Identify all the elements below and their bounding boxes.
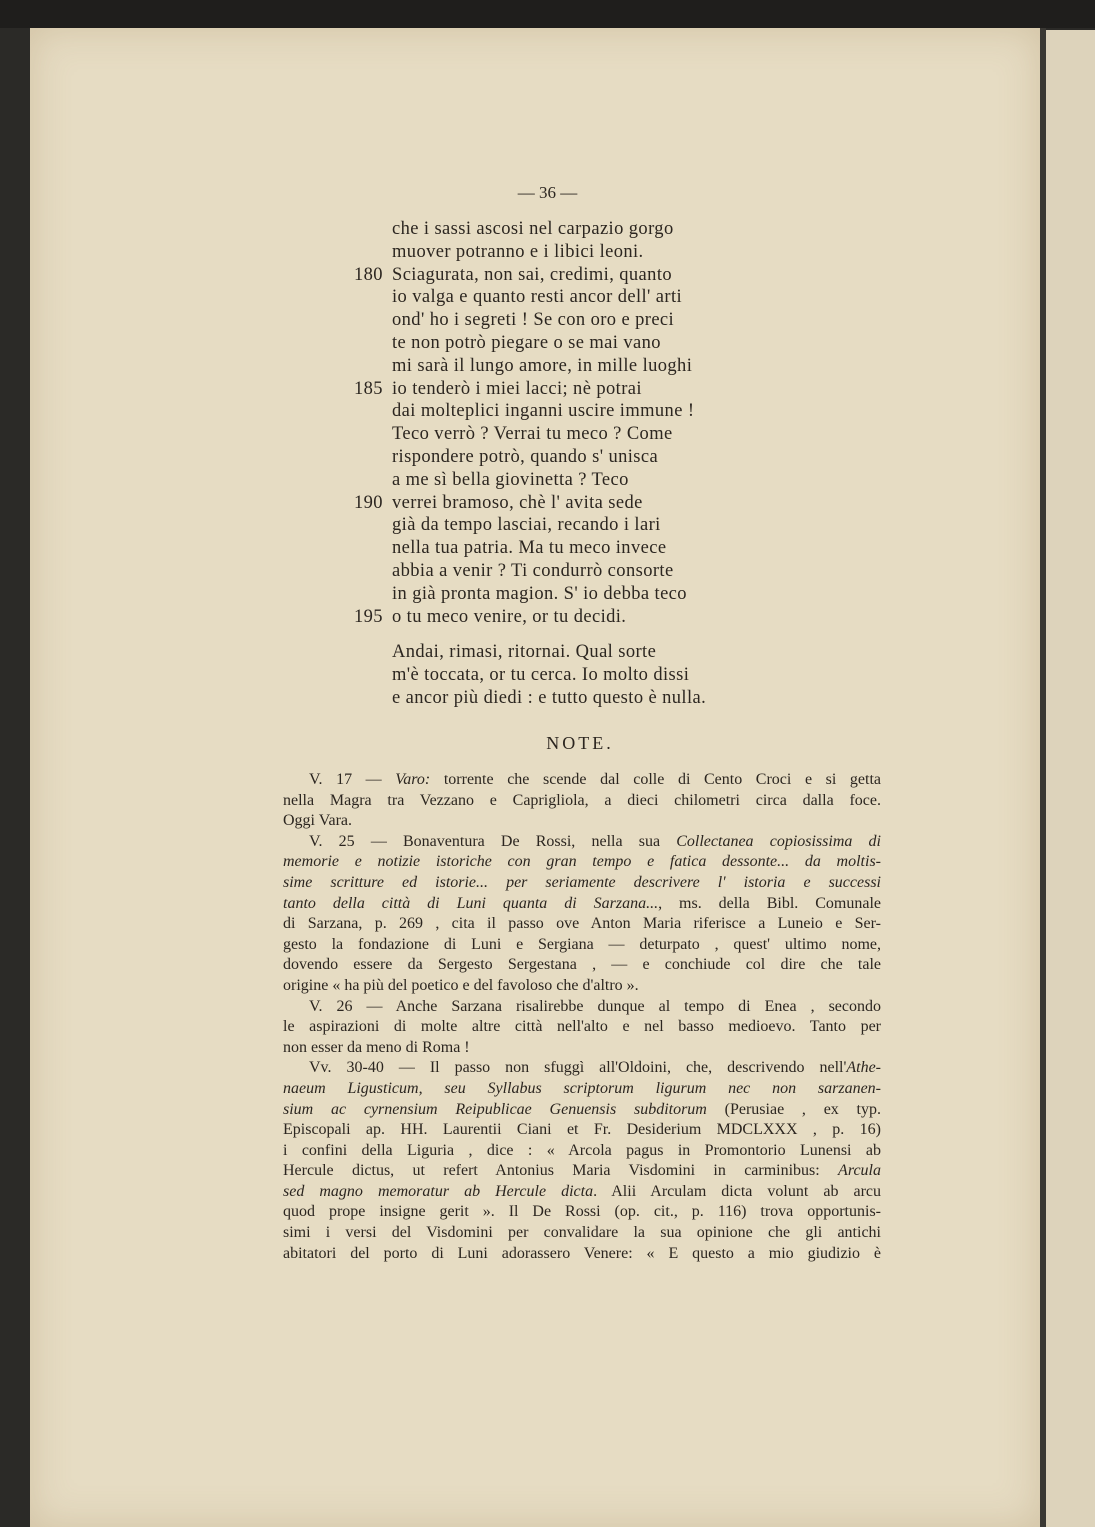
verse-line: [350, 286, 706, 309]
note-line: [283, 955, 881, 976]
note-text: V. 25 — Bonaventura De Rossi, nella sua: [309, 832, 677, 850]
note-line: [283, 1202, 881, 1223]
note-line: [283, 770, 881, 791]
note-text: quod prope insigne gerit ». Il De Rossi (op. cit., p. 116) trova opportunis-: [283, 1203, 881, 1221]
adjacent-page-edge: [1046, 30, 1095, 1527]
note-line: [283, 1223, 881, 1244]
verse-text: te non potrò piegare o se mai vano: [392, 332, 661, 353]
note-line: [283, 1038, 881, 1059]
note-line: [283, 1182, 881, 1203]
note-text: , ms. della Bibl. Comunale: [658, 894, 882, 912]
note-text: dovendo essere da Sergesto Sergestana , — e conchiude col dire che tale: [283, 956, 881, 974]
verse-line: [350, 687, 706, 710]
page-number: — 36 —: [517, 183, 578, 202]
note-italic-text: sed magno memoratur ab Hercule dicta: [283, 1182, 594, 1200]
note-italic-text: Arcula: [838, 1162, 881, 1180]
note-text: simi i versi del Visdomini per convalidare la sua opinione che gli antichi: [283, 1224, 881, 1242]
verse-line: [350, 378, 706, 401]
note-text: V. 26 — Anche Sarzana risalirebbe dunque al tempo di Enea , secondo: [309, 997, 881, 1015]
note-text: abitatori del porto di Luni adorassero Venere: « E questo a mio giudizio è: [283, 1244, 881, 1262]
verse-text: Teco verrò ? Verrai tu meco ? Come: [392, 424, 673, 445]
verse-text: muover potranno e i libici leoni.: [392, 241, 644, 262]
verse-text: io valga e quanto resti ancor dell' arti: [392, 287, 683, 308]
note-text: (Perusiae , ex typ.: [706, 1100, 882, 1118]
verse-text: ond' ho i segreti ! Se con oro e preci: [392, 310, 675, 331]
note-italic-text: sime scritture ed istorie... per seriamente descrivere l' istoria e successi: [283, 873, 881, 891]
note-line: [283, 935, 881, 956]
note-text: Oggi Vara.: [283, 812, 353, 830]
verse-text: a me sì bella giovinetta ? Teco: [392, 469, 629, 490]
poem-verses: [350, 218, 706, 710]
verse-line: [350, 537, 706, 560]
note-italic-text: Athe-: [846, 1059, 881, 1077]
note-italic-text: sium ac cyrnensium Reipublicae Genuensis subditorum: [283, 1100, 707, 1118]
note-text: di Sarzana, p. 269 , cita il passo ove Anton Maria riferisce a Luneio e Ser-: [283, 915, 881, 933]
verse-line: [350, 641, 706, 664]
verse-text: nella tua patria. Ma tu meco invece: [392, 538, 667, 559]
verse-text: dai molteplici inganni uscire immune !: [392, 401, 695, 422]
note-text: torrente che scende dal colle di Cento Croci e si getta: [430, 771, 881, 788]
notes-section: [283, 770, 881, 1264]
note-text: non esser da meno di Roma !: [283, 1038, 470, 1056]
verse-number: 185: [354, 378, 383, 399]
note-line: [283, 1244, 881, 1265]
verse-line: [350, 583, 706, 606]
stanza-gap: [350, 628, 706, 641]
note-line: [283, 1079, 881, 1100]
verse-line: [350, 241, 706, 264]
verse-text: Sciagurata, non sai, credimi, quanto: [392, 264, 673, 285]
verse-line: [350, 264, 706, 287]
verse-line: [350, 469, 706, 492]
note-line: [283, 894, 881, 915]
note-line: [283, 976, 881, 997]
verse-line: [350, 606, 706, 629]
note-line: [283, 997, 881, 1018]
note-italic-text: Collectanea copiosissima di: [676, 832, 881, 850]
verse-line: [350, 355, 706, 378]
verse-line: [350, 423, 706, 446]
verse-text: abbia a venir ? Ti condurrò consorte: [392, 560, 674, 581]
note-italic-text: naeum Ligusticum, seu Syllabus scriptorum ligurum nec non sarzanen-: [283, 1079, 881, 1097]
note-line: [283, 1017, 881, 1038]
note-text: Vv. 30-40 — Il passo non sfuggì all'Oldoini, che, descrivendo nell': [309, 1059, 847, 1077]
verse-line: [350, 309, 706, 332]
verse-text: mi sarà il lungo amore, in mille luoghi: [392, 355, 693, 376]
note-italic-text: Varo:: [395, 771, 431, 788]
verse-text: io tenderò i miei lacci; nè potrai: [392, 378, 642, 399]
verse-line: [350, 400, 706, 423]
note-line: [283, 1120, 881, 1141]
verse-text: che i sassi ascosi nel carpazio gorgo: [392, 219, 674, 239]
note-text: nella Magra tra Vezzano e Caprigliola, a dieci chilometri circa dalla foce.: [283, 791, 881, 809]
verse-text: Andai, rimasi, ritornai. Qual sorte: [392, 642, 657, 663]
note-line: [283, 1058, 881, 1079]
verse-line: [350, 446, 706, 469]
scan-background-top: [0, 0, 1095, 28]
note-line: [283, 873, 881, 894]
verse-line: [350, 332, 706, 355]
verse-line: [350, 218, 706, 241]
note-line: [283, 1100, 881, 1121]
verse-number: 195: [354, 606, 383, 627]
note-italic-text: tanto della città di Luni quanta di Sarzana...: [283, 894, 659, 912]
note-text: V. 17 —: [309, 771, 396, 788]
verse-text: e ancor più diedi : e tutto questo è nulla.: [392, 687, 707, 708]
verse-number: 190: [354, 492, 383, 513]
verse-text: verrei bramoso, chè l' avita sede: [392, 492, 643, 513]
verse-text: o tu meco venire, or tu decidi.: [392, 606, 627, 627]
note-line: [283, 811, 881, 832]
note-line: [283, 852, 881, 873]
verse-line: [350, 664, 706, 687]
note-text: i confini della Liguria , dice : « Arcola pagus in Promontorio Lunensi ab: [283, 1141, 881, 1159]
note-text: . Alii Arculam dicta volunt ab arcu: [593, 1182, 882, 1200]
note-text: origine « ha più del poetico e del favoloso che d'altro ».: [283, 976, 639, 994]
verse-text: già da tempo lasciai, recando i lari: [392, 515, 661, 536]
verse-line: [350, 560, 706, 583]
verse-number: 180: [354, 264, 383, 285]
verse-text: rispondere potrò, quando s' unisca: [392, 446, 659, 467]
note-line: [283, 914, 881, 935]
note-line: [283, 1141, 881, 1162]
verse-line: [350, 492, 706, 515]
note-text: Hercule dictus, ut refert Antonius Maria Visdomini in carminibus:: [283, 1162, 839, 1180]
note-text: Episcopali ap. HH. Laurentii Ciani et Fr. Desiderium MDCLXXX , p. 16): [283, 1121, 881, 1139]
note-line: [283, 791, 881, 812]
verse-text: in già pronta magion. S' io debba teco: [392, 583, 687, 604]
note-text: gesto la fondazione di Luni e Sergiana — deturpato , quest' ultimo nome,: [283, 935, 881, 953]
note-line: [283, 1161, 881, 1182]
notes-heading: NOTE.: [546, 733, 614, 753]
note-italic-text: memorie e notizie istoriche con gran tempo e fatica dessonte... da moltis-: [283, 853, 881, 871]
verse-text: m'è toccata, or tu cerca. Io molto dissi: [392, 665, 690, 686]
note-text: le aspirazioni di molte altre città nell'alto e nel basso medioevo. Tanto per: [283, 1018, 881, 1036]
verse-line: [350, 514, 706, 537]
note-line: [283, 832, 881, 853]
